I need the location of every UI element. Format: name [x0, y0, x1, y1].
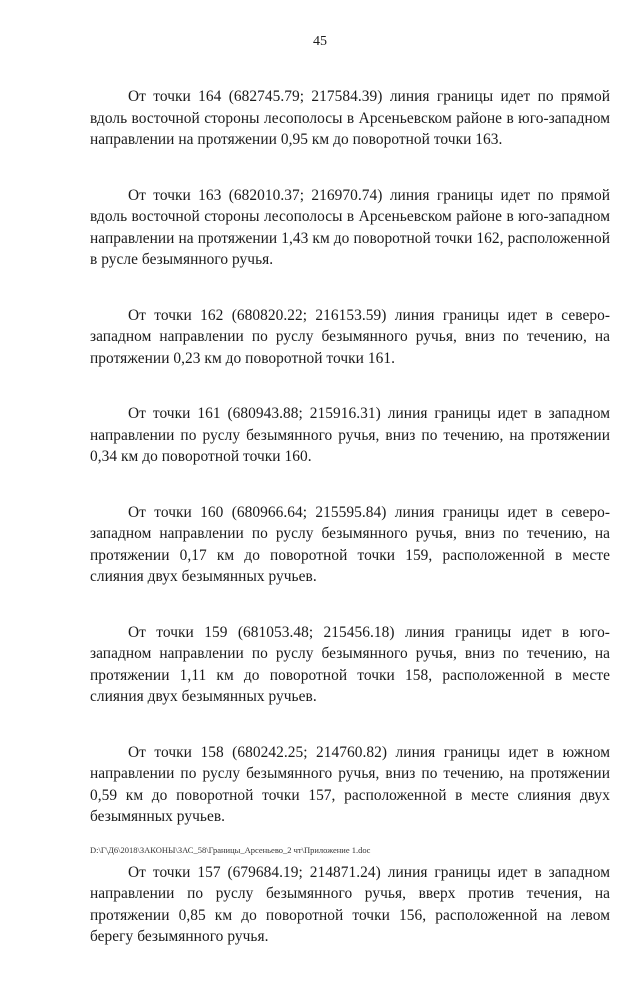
paragraph-point-159: От точки 159 (681053.48; 215456.18) линия границы идет в юго-западном направлении по руслу безымянного ручья, вниз по течению, на протяжении 1,11 км до поворотной точки 158, расположенной в месте слияния двух безымянных ручьев. — [90, 623, 610, 705]
paragraph-point-160: От точки 160 (680966.64; 215595.84) линия границы идет в северо-западном направлении по руслу безымянного ручья, вниз по течению, на протяжении 0,17 км до поворотной точки 159, расположенной в месте слияния двух безымянных ручьев. — [90, 503, 610, 585]
page-number: 45 — [313, 34, 327, 49]
paragraph-point-162: От точки 162 (680820.22; 216153.59) линия границы идет в северо-западном направлении по руслу безымянного ручья, вниз по течению, на протяжении 0,23 км до поворотной точки 161. — [90, 306, 610, 367]
paragraph-point-164: От точки 164 (682745.79; 217584.39) линия границы идет по прямой вдоль восточной стороны лесополосы в Арсеньевском районе в юго-западном направлении на протяжении 0,95 км до поворотной точки 163. — [90, 88, 610, 148]
paragraph-point-157: От точки 157 (679684.19; 214871.24) линия границы идет в западном направлении по руслу безымянного ручья, вверх против течения, на протяжении 0,85 км до поворотной точки 156, расположенной на левом берегу безымянного ручья. — [90, 863, 610, 945]
paragraph-point-161: От точки 161 (680943.88; 215916.31) линия границы идет в западном направлении по руслу безымянного ручья, вниз по течению, на протяжении 0,34 км до поворотной точки 160. — [90, 405, 610, 465]
file-path-footer: D:\Г\Д6\2018\ЗАКОНЫ\ЗАС_58\Границы_Арсеньево_2 чт\Приложение 1.doc — [90, 845, 371, 855]
paragraph-point-158: От точки 158 (680242.25; 214760.82) линия границы идет в южном направлении по руслу безымянного ручья, вниз по течению, на протяжении 0,59 км до поворотной точки 157, расположенной в месте слияния двух безымянных ручьев. — [90, 743, 610, 825]
paragraph-point-163: От точки 163 (682010.37; 216970.74) линия границы идет по прямой вдоль восточной стороны лесополосы в Арсеньевском районе в юго-западном направлении на протяжении 1,43 км до поворотной точки 162, расположенной в русле безымянного ручья. — [90, 186, 610, 268]
